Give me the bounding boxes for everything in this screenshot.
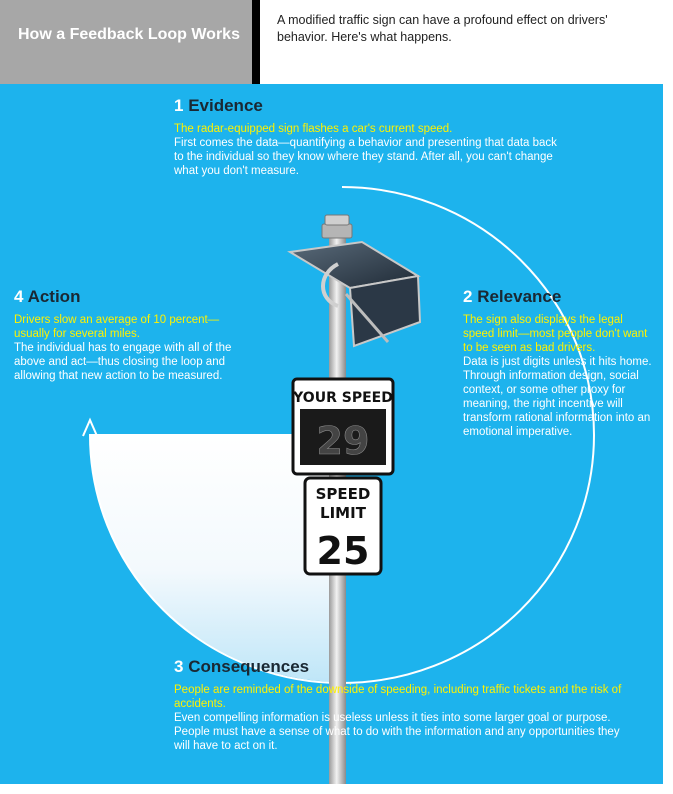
step-consequences-title: 3 Consequences xyxy=(174,657,310,676)
intro-text: A modified traffic sign can have a profound effect on drivers' behavior. Here's what happens. xyxy=(277,13,608,44)
step-consequences xyxy=(174,657,634,753)
pole-cap xyxy=(322,224,352,238)
current-speed-value: 29 xyxy=(316,419,370,463)
step-relevance-highlight: The sign also displays the legal speed limit—most people don't want to be seen as bad drivers. xyxy=(463,314,648,354)
your-speed-label: YOUR SPEED xyxy=(293,390,393,406)
step-evidence-highlight: The radar-equipped sign flashes a car's current speed. xyxy=(174,123,453,135)
speed-limit-line2: LIMIT xyxy=(320,504,366,522)
step-consequences-body: Even compelling information is useless unless it ties into some larger goal or purpose. People must have a sense of what to do with the information and any opportunities they will have to act on it. xyxy=(174,712,620,752)
step-relevance-body: Data is just digits unless it hits home. Through information design, social context, or some other proxy for meaning, the right incentive will transform rational information into an emotional imperative. xyxy=(463,356,652,438)
loop-arrow-icon xyxy=(83,420,97,436)
title-divider xyxy=(252,0,260,84)
step-relevance-title: 2 Relevance xyxy=(463,287,562,306)
step-relevance xyxy=(463,287,653,439)
step-evidence-body: First comes the data—quantifying a behavior and presenting that data back to the individual so they know where they stand. After all, you can't change what you don't measure. xyxy=(174,137,557,177)
speed-limit-line1: SPEED xyxy=(315,485,371,503)
speed-limit-value: 25 xyxy=(316,529,370,573)
step-action xyxy=(14,287,254,383)
step-action-body: The individual has to engage with all of the above and act—thus closing the loop and allowing that new action to be measured. xyxy=(14,342,232,382)
infographic-panel xyxy=(0,84,663,784)
step-action-title: 4 Action xyxy=(14,287,81,306)
step-action-highlight: Drivers slow an average of 10 percent—usually for several miles. xyxy=(14,314,220,340)
step-evidence-title: 1 Evidence xyxy=(174,96,263,115)
step-evidence xyxy=(174,96,564,178)
step-consequences-highlight: People are reminded of the downside of speeding, including traffic tickets and the risk of accidents. xyxy=(174,684,622,710)
page-title: How a Feedback Loop Works xyxy=(0,0,252,84)
